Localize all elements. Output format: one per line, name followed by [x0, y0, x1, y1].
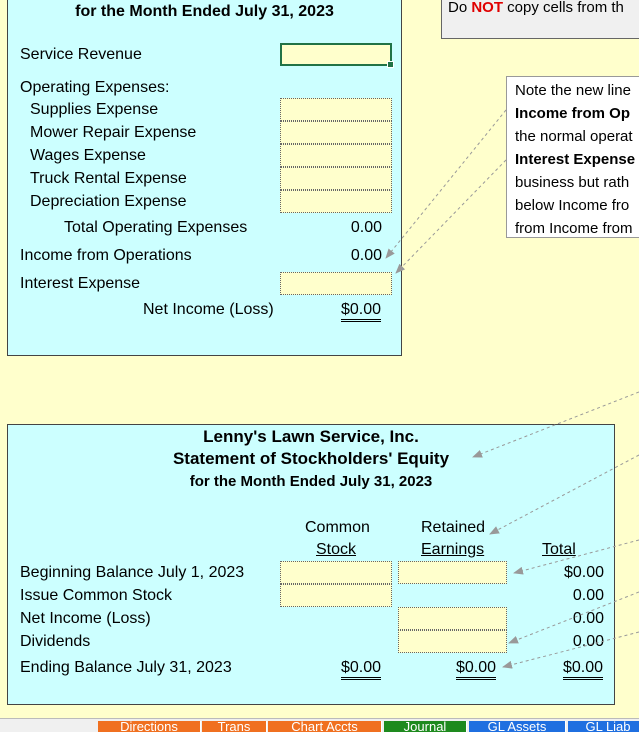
- beginning-common-cell[interactable]: [280, 561, 392, 584]
- net-income-value: $0.00: [341, 301, 381, 322]
- tab-gl-liab[interactable]: GL Liab: [568, 721, 639, 732]
- notice-bold: NOT: [471, 0, 504, 16]
- company-name: Lenny's Lawn Service, Inc.: [203, 427, 419, 446]
- expense-label: Supplies Expense: [30, 101, 159, 118]
- expense-cell[interactable]: [280, 190, 392, 213]
- equity-row-label: Issue Common Stock: [20, 587, 173, 604]
- expense-cell[interactable]: [280, 98, 392, 121]
- income-period-title: for the Month Ended July 31, 2023: [75, 3, 334, 20]
- statement-period: for the Month Ended July 31, 2023: [189, 473, 433, 490]
- total-operating-label: Total Operating Expenses: [64, 219, 248, 236]
- expense-label: Wages Expense: [30, 147, 146, 164]
- net-income-retained-cell[interactable]: [398, 607, 507, 630]
- interest-expense-label: Interest Expense: [20, 275, 141, 292]
- income-operations-value: 0.00: [350, 247, 382, 264]
- expense-cell[interactable]: [280, 167, 392, 190]
- dividends-retained-cell[interactable]: [398, 630, 507, 653]
- expense-label: Truck Rental Expense: [30, 170, 187, 187]
- col-retained-header-2: Earnings: [421, 541, 485, 558]
- tab-chart-accts[interactable]: Chart Accts: [268, 721, 382, 732]
- expense-cell[interactable]: [280, 121, 392, 144]
- equity-row-label: Ending Balance July 31, 2023: [20, 659, 232, 676]
- expense-label: Depreciation Expense: [30, 193, 187, 210]
- notice-prefix: Do: [448, 0, 472, 16]
- tab-directions[interactable]: Directions: [98, 721, 201, 732]
- col-retained-header: Retained: [421, 519, 486, 536]
- note-line: Interest Expense: [515, 151, 636, 168]
- tab-journal[interactable]: Journal: [384, 721, 467, 732]
- service-revenue-label: Service Revenue: [20, 46, 142, 63]
- total-value: 0.00: [572, 610, 604, 627]
- ending-total-value: $0.00: [563, 659, 603, 680]
- total-value: 0.00: [572, 633, 604, 650]
- ending-retained-value: $0.00: [456, 659, 496, 680]
- service-revenue-cell[interactable]: [280, 43, 392, 66]
- expense-cell[interactable]: [280, 144, 392, 167]
- statement-title: Statement of Stockholders' Equity: [172, 449, 450, 468]
- equity-row-label: Beginning Balance July 1, 2023: [20, 564, 245, 581]
- notice-box: [441, 0, 639, 39]
- total-operating-value: 0.00: [350, 219, 382, 236]
- tab-trans[interactable]: Trans: [202, 721, 267, 732]
- issue-common-cell[interactable]: [280, 584, 392, 607]
- col-common-header: Common: [305, 519, 370, 536]
- note-line: business but rath: [515, 174, 630, 191]
- equity-row-label: Dividends: [20, 633, 91, 650]
- income-operations-label: Income from Operations: [20, 247, 192, 264]
- ending-common-value: $0.00: [341, 659, 381, 680]
- net-income-label: Net Income (Loss): [143, 301, 274, 318]
- equity-row-label: Net Income (Loss): [20, 610, 151, 627]
- expense-label: Mower Repair Expense: [30, 124, 197, 141]
- beginning-retained-cell[interactable]: [398, 561, 507, 584]
- note-line: Note the new line: [515, 82, 631, 99]
- sheet-tab-bar: [0, 718, 639, 732]
- total-value: $0.00: [563, 564, 604, 581]
- note-line: below Income fro: [515, 197, 630, 214]
- notice-suffix: copy cells from th: [503, 0, 624, 16]
- note-line: the normal operat: [515, 128, 633, 145]
- note-line: Income from Op: [515, 105, 631, 122]
- total-value: 0.00: [572, 587, 604, 604]
- note-line: from Income from: [515, 220, 633, 237]
- col-common-header-2: Stock: [316, 541, 357, 558]
- interest-expense-cell[interactable]: [280, 272, 392, 295]
- note-comment-box: [506, 76, 639, 238]
- col-total-header: Total: [542, 541, 576, 558]
- tab-gl-assets[interactable]: GL Assets: [469, 721, 566, 732]
- operating-expenses-label: Operating Expenses:: [20, 79, 170, 96]
